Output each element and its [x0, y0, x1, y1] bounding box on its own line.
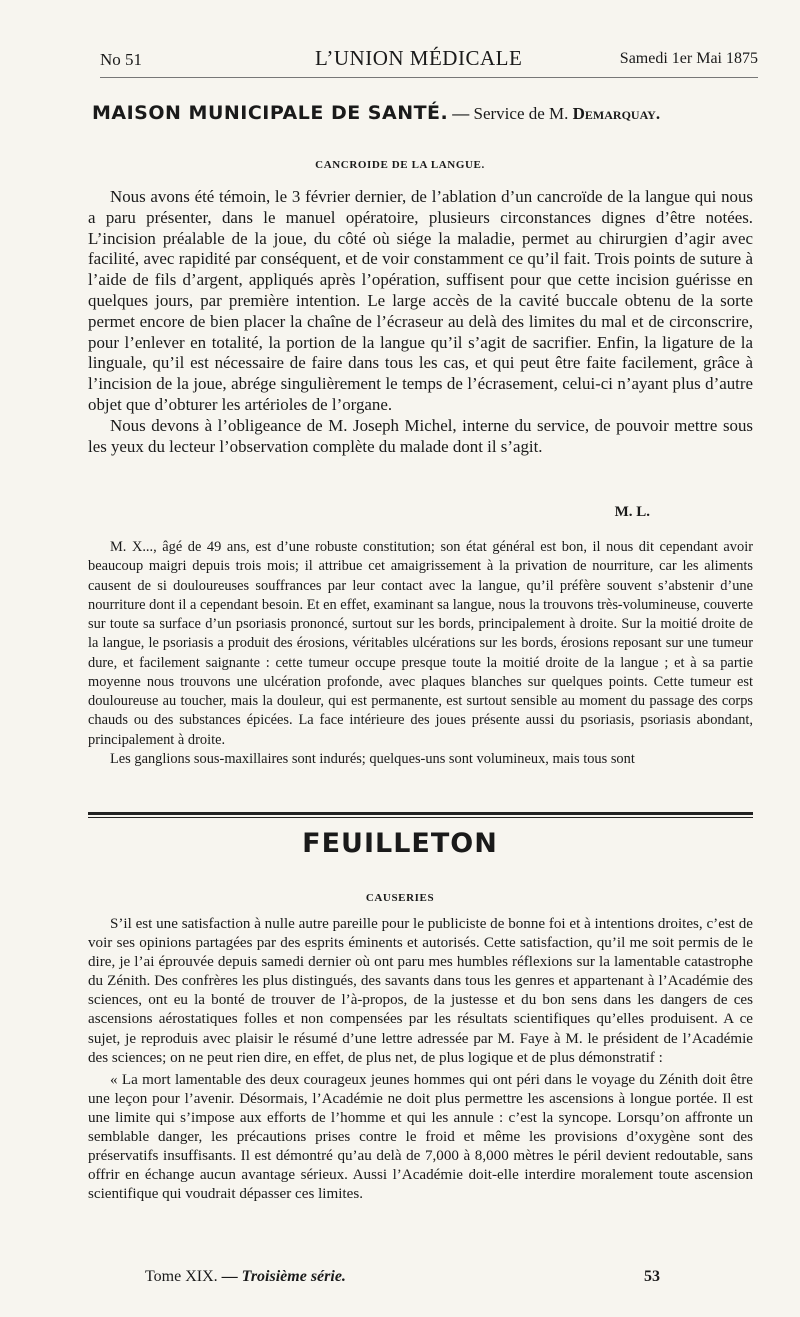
page-number: 53 — [644, 1268, 660, 1285]
page-footer — [145, 1268, 660, 1290]
article-body — [88, 187, 753, 457]
institution-name: MAISON MUNICIPALE DE SANTÉ. — [92, 102, 449, 124]
series-label: Troisième série. — [241, 1268, 346, 1285]
article-signature: M. L. — [614, 504, 650, 520]
service-prefix: Service de M. — [473, 104, 569, 123]
issue-number: No 51 — [100, 50, 143, 69]
feuilleton-paragraph: S’il est une satisfaction à nulle autre pareille pour le publiciste de bonne foi et à intentions droites, c’est de voir ses opinions partagées par des esprits éminents et autorisés. Cette satisfaction, qu’il me soit permis de le dire, je l’ai éprouvée depuis samedi dernier où ont paru mes humbles réflexions sur la lamentable catastrophe du Zénith. Des confrères les plus distingués, des savants dans tous les genres et appartenant à l’Académie des sciences, ont eu la bonté de trouver de l’à-propos, de la justesse et du bon sens dans les dangers de ces ascensions aérostatiques folles et non compensées par les résultats scientifiques qu’elles produisent. A ce sujet, je reproduis avec plaisir le résumé d’une lettre adressée par M. Faye à M. le président de l’Académie des sciences; on ne peut rien dire, en effet, de plus net, de plus logique et de plus démonstratif : — [88, 916, 753, 1066]
feuilleton-subtitle: CAUSERIES — [365, 892, 435, 904]
feuilleton-body — [88, 915, 753, 1204]
article-title: CANCROIDE DE LA LANGUE. — [315, 159, 485, 171]
issue-date: Samedi 1er Mai 1875 — [619, 50, 758, 67]
observation-paragraph: Les ganglions sous-maxillaires sont indurés; quelques-uns sont volumineux, mais tous sont — [110, 750, 635, 767]
feuilleton-title: FEUILLETON — [302, 828, 498, 859]
running-head — [100, 46, 758, 74]
volume-label: Tome XIX. — [145, 1268, 218, 1285]
journal-title: L’UNION MÉDICALE — [315, 46, 523, 70]
feuilleton-quote: « La mort lamentable des deux courageux jeunes hommes qui ont péri dans le voyage du Zénith doit être une leçon pour l’avenir. Désormais, l’Académie ne doit plus permettre les ascensions à longue portée. Il est une limite qui s’impose aux efforts de l’homme et qui les annule : c’est la syncope. Lorsqu’on affronte un semblable danger, les précautions prises contre le froid et même les provisions d’oxygène sont des préservatifs insuffisants. Il est démontré qu’au delà de 7,000 à 8,000 mètres le péril devient redoutable, sans offrir en échange aucun avantage sérieux. Aussi l’Académie doit-elle interdire moralement toute ascension scientifique qui voudrait dépasser ces limites. — [88, 1071, 753, 1203]
article-paragraph: Nous devons à l’obligeance de M. Joseph Michel, interne du service, de pouvoir mettre sous les yeux du lecteur l’observation complète du malade dont il s’agit. — [88, 415, 753, 456]
feuilleton-divider — [88, 812, 753, 818]
article-heading: MAISON MUNICIPALE DE SANTÉ. — Service de M. Demarquay. — [92, 102, 661, 124]
article-paragraph: Nous avons été témoin, le 3 février dernier, de l’ablation d’un cancroïde de la langue qui nous a paru présenter, dans le manuel opératoire, plusieurs circonstances dignes d’être notées. L’incision préalable de la joue, du côté où siége la maladie, permet au chirurgien d’agir avec facilité, avec rapidité par conséquent, et de voir constamment ce qu’il fait. Trois points de suture à l’aide de fils d’argent, appliqués après l’opération, suffisent pour que cette incision guérisse en quelques jours, par première intention. Le large accès de la cavité buccale obtenu de la sorte permet encore de bien placer la chaîne de l’écraseur au delà des limites du mal et de circonscrire, pour l’enlever en totalité, la portion de la langue qu’il s’agit de sacrifier. Enfin, la ligature de la linguale, qu’il est nécessaire de faire dans tous les cas, et qui peut être faite facilement, grâce à l’incision de la joue, abrége singulièrement le temps de l’écrasement, celui-ci n’ayant plus d’autre objet que d’obturer les artérioles de l’organe. — [88, 187, 753, 414]
footer-separator: — — [221, 1268, 238, 1285]
observation-body — [88, 538, 753, 769]
service-chief: Demarquay. — [572, 104, 661, 123]
header-rule — [100, 77, 758, 78]
observation-paragraph: M. X..., âgé de 49 ans, est d’une robuste constitution; son état général est bon, il nous dit cependant avoir beaucoup maigri depuis trois mois; il attribue cet amaigrissement à la privation de nourriture, car les aliments causent de si douloureuses souffrances par leur contact avec la langue, qu’il préfère souvent s’abstenir d’une nourriture dont il a cependant besoin. Et en effet, examinant sa langue, nous la trouvons très-volumineuse, couverte sur toute sa surface d’un psoriasis prononcé, surtout sur les bords, principalement à droite. Sur la moitié droite de la langue, le psoriasis a produit des érosions, véritables ulcérations sur les bords, érosions reposant sur une tumeur dure, et facilement saignante : cette tumeur occupe presque toute la moitié droite de la langue ; et à sa partie moyenne nous trouvons une ulcération profonde, avec plaques blanches sur quelques points. Cette tumeur est douloureuse au toucher, mais la douleur, qui est permanente, est surtout sensible au moment du passage des corps chauds ou des substances épicées. La face intérieure des joues présente aussi du psoriasis, psoriasis abondant, principalement à droite. — [88, 539, 753, 748]
